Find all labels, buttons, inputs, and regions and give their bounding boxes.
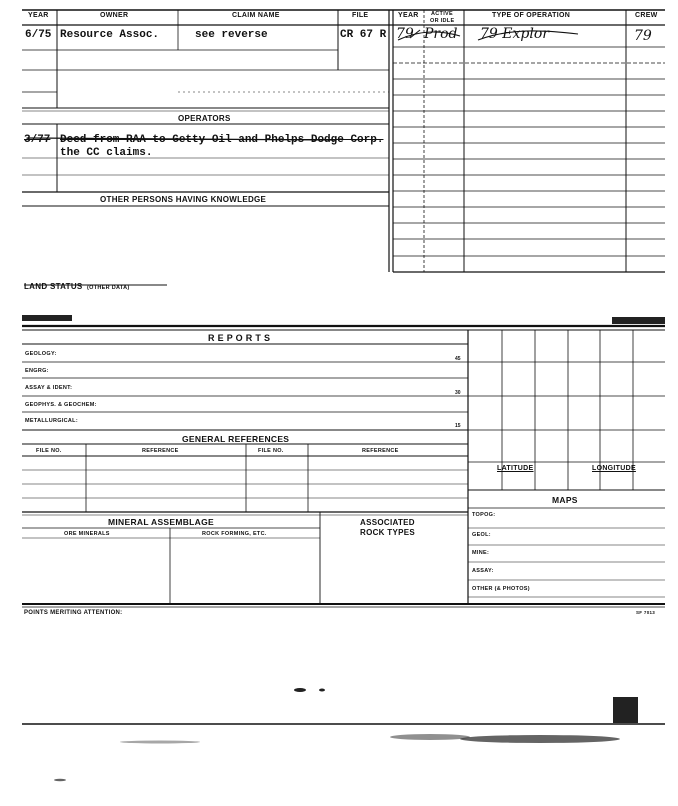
row-owner: Resource Assoc. (60, 29, 160, 41)
reports-title: R E P O R T S (208, 333, 271, 343)
ore-minerals-header: ORE MINERALS (64, 531, 110, 537)
other-persons-title: OTHER PERSONS HAVING KNOWLEDGE (100, 195, 267, 204)
report-label-metallurgical: METALLURGICAL: (25, 418, 78, 424)
header-file: FILE (352, 12, 369, 19)
header-year: YEAR (28, 12, 49, 19)
form-code: SF 7013 (636, 610, 656, 615)
maps-other-photos: OTHER (& PHOTOS) (472, 586, 530, 592)
associated-rock-line1: ASSOCIATED (360, 518, 415, 527)
header-claim-name: CLAIM NAME (232, 12, 280, 19)
header-owner: OWNER (100, 12, 129, 19)
land-status-heading (24, 276, 130, 294)
maps-assay: ASSAY: (472, 568, 494, 574)
operators-entry-line2: the CC claims. (60, 147, 153, 159)
handwritten-crew: 79 (634, 28, 652, 44)
header-type-of-operation: TYPE OF OPERATION (492, 12, 571, 19)
maps-topog: TOPOG: (472, 512, 496, 518)
report-label-engrg: ENGRG: (25, 368, 49, 374)
land-status-title: LAND STATUS (24, 282, 83, 291)
row-claim: see reverse (195, 29, 268, 41)
handwritten-type: 79 Explor (480, 26, 549, 42)
maps-title: MAPS (552, 495, 578, 505)
operators-entry-line1: Deed from RAA to Getty Oil and Phelps Dodge Corp. (60, 134, 384, 146)
maps-mine: MINE: (472, 550, 490, 556)
latitude-label: LATITUDE (497, 465, 534, 472)
header-year-2: YEAR (398, 12, 419, 19)
header-or-idle: OR IDLE (430, 18, 455, 24)
report-num-assay: 30 (455, 390, 461, 396)
general-references-title: GENERAL REFERENCES (182, 434, 290, 444)
handwritten-active: Prod (424, 26, 458, 42)
gen-ref-reference-2: REFERENCE (362, 448, 399, 454)
header-crew: CREW (635, 12, 658, 19)
handwritten-year: 79 (396, 26, 414, 42)
operators-title: OPERATORS (178, 114, 231, 123)
points-meriting-attention: POINTS MERITING ATTENTION: (24, 610, 123, 616)
report-num-geology: 45 (455, 356, 461, 362)
longitude-label: LONGITUDE (592, 465, 636, 472)
report-label-geophys: GEOPHYS. & GEOCHEM: (25, 402, 97, 408)
gen-ref-reference-1: REFERENCE (142, 448, 179, 454)
associated-rock-line2: ROCK TYPES (360, 528, 416, 537)
report-label-geology: GEOLOGY: (25, 351, 57, 357)
row-year: 6/75 (25, 29, 52, 41)
maps-geol: GEOL: (472, 532, 491, 538)
land-status-subtitle: (OTHER DATA) (87, 285, 130, 291)
report-num-metallurgical: 15 (455, 423, 461, 429)
row-file: CR 67 R (340, 29, 387, 41)
mineral-assemblage-title: MINERAL ASSEMBLAGE (108, 517, 214, 527)
gen-ref-file-no-1: FILE NO. (36, 448, 62, 454)
header-active: ACTIVE (431, 11, 453, 17)
report-label-assay: ASSAY & IDENT: (25, 385, 73, 391)
operators-date: 3/77 (24, 134, 51, 146)
gen-ref-file-no-2: FILE NO. (258, 448, 284, 454)
rock-forming-header: ROCK FORMING, ETC. (202, 531, 267, 537)
